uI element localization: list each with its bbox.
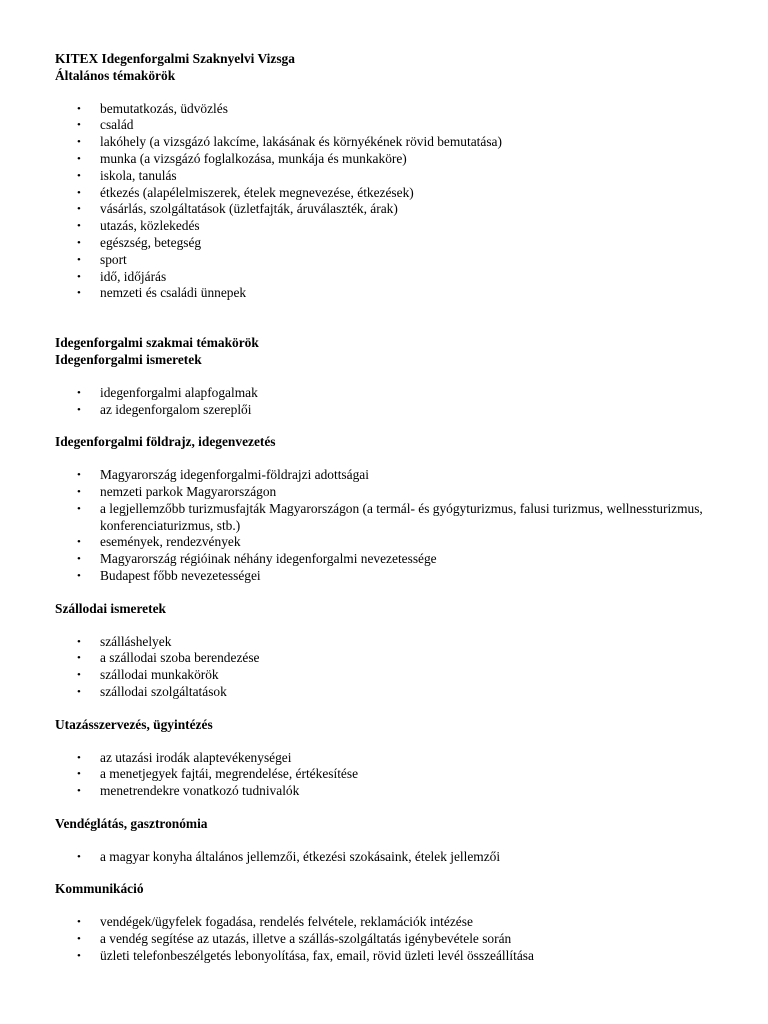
- bullet-icon: •: [77, 751, 81, 764]
- list-item-text: a legjellemzőbb turizmusfajták Magyarországon (a termál- és gyógyturizmus, falusi turizmus, wellnessturizmus, konferenciaturizmus, stb.): [100, 500, 703, 533]
- list-item: [55, 134, 735, 151]
- list-item: [55, 551, 735, 568]
- bullet-icon: •: [77, 119, 81, 132]
- bullet-icon: •: [77, 949, 81, 962]
- list-item: [55, 750, 735, 767]
- bullet-icon: •: [77, 152, 81, 165]
- list-item: [55, 168, 735, 185]
- travel-list: [55, 750, 735, 800]
- list-item-text: bemutatkozás, üdvözlés: [100, 100, 228, 116]
- bullet-icon: •: [77, 287, 81, 300]
- bullet-icon: •: [77, 102, 81, 115]
- list-item: [55, 285, 735, 302]
- tourism-knowledge-list: [55, 385, 735, 419]
- general-topics-list: [55, 101, 735, 303]
- list-item-text: egészség, betegség: [100, 234, 202, 250]
- tourism-knowledge-heading: Idegenforgalmi ismeretek: [55, 351, 202, 367]
- list-item-text: nemzeti és családi ünnepek: [100, 285, 247, 301]
- bullet-icon: •: [77, 253, 81, 266]
- bullet-icon: •: [77, 635, 81, 648]
- list-item: [55, 151, 735, 168]
- bullet-icon: •: [77, 469, 81, 482]
- bullet-icon: •: [77, 569, 81, 582]
- list-item: [55, 849, 735, 866]
- list-item-text: idő, időjárás: [100, 268, 167, 284]
- list-item-text: idegenforgalmi alapfogalmak: [100, 384, 258, 400]
- list-item: [55, 117, 735, 134]
- list-item-text: Magyarország idegenforgalmi-földrajzi adottságai: [100, 467, 369, 483]
- list-item-text: étkezés (alapélelmiszerek, ételek megnevezése, étkezések): [100, 184, 414, 200]
- list-item-text: család: [100, 117, 134, 133]
- bullet-icon: •: [77, 553, 81, 566]
- list-item-text: üzleti telefonbeszélgetés lebonyolítása, fax, email, rövid üzleti levél összeállítása: [100, 947, 534, 963]
- bullet-icon: •: [77, 186, 81, 199]
- bullet-icon: •: [77, 203, 81, 216]
- list-item: [55, 766, 735, 783]
- document-page: [55, 51, 735, 965]
- list-item: [55, 385, 735, 402]
- list-item: [55, 948, 735, 965]
- professional-topics-heading: Idegenforgalmi szakmai témakörök: [55, 335, 259, 351]
- list-item-text: az utazási irodák alaptevékenységei: [100, 749, 292, 765]
- list-item: [55, 684, 735, 701]
- list-item: [55, 534, 735, 551]
- list-item: [55, 568, 735, 585]
- bullet-icon: •: [77, 669, 81, 682]
- bullet-icon: •: [77, 916, 81, 929]
- list-item: [55, 931, 735, 948]
- bullet-icon: •: [77, 220, 81, 233]
- list-item: [55, 484, 735, 501]
- list-item-text: Magyarország régióinak néhány idegenforgalmi nevezetessége: [100, 551, 437, 567]
- list-item-text: munka (a vizsgázó foglalkozása, munkája és munkaköre): [100, 150, 407, 166]
- list-item: [55, 402, 735, 419]
- document-title: KITEX Idegenforgalmi Szaknyelvi Vizsga: [55, 51, 295, 66]
- travel-heading: Utazásszervezés, ügyintézés: [55, 716, 213, 732]
- list-item-text: vásárlás, szolgáltatások (üzletfajták, áruválaszték, árak): [100, 201, 398, 217]
- list-item: [55, 783, 735, 800]
- bullet-icon: •: [77, 236, 81, 249]
- bullet-icon: •: [77, 785, 81, 798]
- bullet-icon: •: [77, 685, 81, 698]
- list-item: [55, 185, 735, 202]
- bullet-icon: •: [77, 403, 81, 416]
- list-item-text: a magyar konyha általános jellemzői, étkezési szokásaink, ételek jellemzői: [100, 848, 501, 864]
- bullet-icon: •: [77, 768, 81, 781]
- hotel-list: [55, 634, 735, 701]
- list-item-text: a vendég segítése az utazás, illetve a szállás-szolgáltatás igénybevétele során: [100, 931, 512, 947]
- list-item-text: lakóhely (a vizsgázó lakcíme, lakásának és környékének rövid bemutatása): [100, 134, 502, 150]
- list-item: [55, 914, 735, 931]
- list-item: [55, 634, 735, 651]
- list-item-text: vendégek/ügyfelek fogadása, rendelés felvétele, reklamációk intézése: [100, 914, 473, 930]
- list-item: [55, 252, 735, 269]
- list-item: [55, 269, 735, 286]
- list-item-text: sport: [100, 251, 127, 267]
- list-item: [55, 650, 735, 667]
- list-item-text: nemzeti parkok Magyarországon: [100, 483, 277, 499]
- communication-heading: Kommunikáció: [55, 881, 144, 897]
- list-item-text: az idegenforgalom szereplői: [100, 401, 252, 417]
- hotel-heading: Szállodai ismeretek: [55, 600, 166, 616]
- bullet-icon: •: [77, 270, 81, 283]
- list-item-text: a menetjegyek fajtái, megrendelése, értékesítése: [100, 766, 359, 782]
- bullet-icon: •: [77, 136, 81, 149]
- list-item: [55, 101, 735, 118]
- list-item: [55, 467, 735, 484]
- list-item-text: a szállodai szoba berendezése: [100, 650, 260, 666]
- bullet-icon: •: [77, 536, 81, 549]
- geography-heading: Idegenforgalmi földrajz, idegenvezetés: [55, 434, 276, 450]
- list-item-text: menetrendekre vonatkozó tudnivalók: [100, 783, 300, 799]
- catering-list: [55, 849, 735, 866]
- catering-heading: Vendéglátás, gasztronómia: [55, 815, 208, 831]
- list-item: [55, 667, 735, 684]
- geography-list: [55, 467, 735, 585]
- list-item-text: szállodai szolgáltatások: [100, 683, 227, 699]
- list-item-text: szállodai munkakörök: [100, 667, 219, 683]
- list-item-text: Budapest főbb nevezetességei: [100, 567, 261, 583]
- general-topics-heading: Általános témakörök: [55, 67, 176, 83]
- list-item: [55, 218, 735, 235]
- bullet-icon: •: [77, 652, 81, 665]
- bullet-icon: •: [77, 850, 81, 863]
- list-item: [55, 235, 735, 252]
- bullet-icon: •: [77, 485, 81, 498]
- bullet-icon: •: [77, 386, 81, 399]
- bullet-icon: •: [77, 933, 81, 946]
- list-item: [55, 201, 735, 218]
- list-item-text: iskola, tanulás: [100, 167, 177, 183]
- list-item: [55, 501, 735, 535]
- list-item-text: szálláshelyek: [100, 633, 172, 649]
- bullet-icon: •: [77, 169, 81, 182]
- list-item-text: események, rendezvények: [100, 534, 241, 550]
- bullet-icon: •: [77, 502, 81, 515]
- communication-list: [55, 914, 735, 964]
- list-item-text: utazás, közlekedés: [100, 218, 200, 234]
